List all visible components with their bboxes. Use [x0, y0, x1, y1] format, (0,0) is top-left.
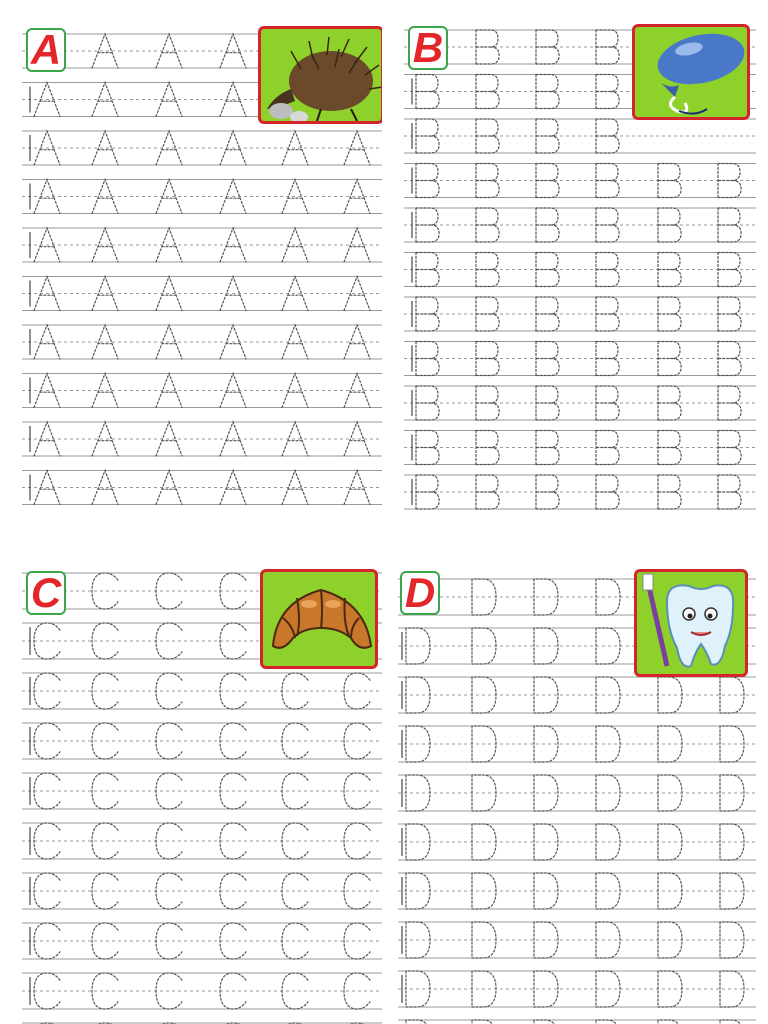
balloon-icon	[635, 27, 750, 120]
guide-glyph	[30, 873, 60, 909]
tracing-row	[22, 773, 382, 809]
echidna-icon	[261, 29, 382, 124]
trace-glyph	[534, 1020, 558, 1024]
croissant-icon	[263, 572, 378, 669]
tracing-panel-d	[398, 565, 756, 1024]
croissant-picture	[260, 569, 378, 669]
tracing-row	[398, 922, 756, 958]
echidna-picture	[258, 26, 382, 124]
guide-glyph	[30, 773, 60, 809]
tracing-row	[22, 973, 382, 1009]
tracing-row	[22, 228, 382, 262]
tracing-row	[398, 677, 756, 713]
badge-letter: B	[412, 24, 444, 71]
guide-glyph	[30, 973, 60, 1009]
tracing-row	[22, 180, 382, 214]
badge-letter: D	[404, 569, 436, 616]
trace-glyph	[658, 1020, 682, 1024]
badge-letter: A	[30, 26, 62, 73]
tracing-row	[22, 471, 382, 505]
balloon-picture	[632, 24, 750, 120]
tracing-row	[404, 164, 756, 198]
tooth-icon	[637, 572, 748, 677]
guide-glyph	[30, 723, 60, 759]
tracing-row	[404, 475, 756, 509]
tracing-row	[398, 824, 756, 860]
guide-glyph	[30, 673, 60, 709]
tracing-row	[398, 726, 756, 762]
tracing-row	[398, 971, 756, 1007]
tracing-row	[22, 374, 382, 408]
guide-glyph	[30, 923, 60, 959]
tracing-row	[22, 923, 382, 959]
tracing-row	[404, 431, 756, 465]
letter-badge-d	[400, 571, 440, 615]
badge-letter: C	[30, 569, 62, 616]
tooth-picture	[634, 569, 748, 677]
tracing-row	[22, 823, 382, 859]
guide-glyph	[402, 1020, 430, 1024]
tracing-row	[398, 873, 756, 909]
tracing-row	[404, 208, 756, 242]
tracing-row	[404, 342, 756, 376]
tracing-row	[404, 119, 756, 153]
trace-glyph	[472, 1020, 496, 1024]
trace-glyph	[596, 1020, 620, 1024]
tracing-panel-a	[22, 22, 382, 512]
guide-glyph	[30, 823, 60, 859]
trace-glyph	[720, 1020, 744, 1024]
tracing-row	[22, 873, 382, 909]
tracing-row	[22, 325, 382, 359]
guide-glyph	[30, 623, 60, 659]
tracing-row	[22, 723, 382, 759]
tracing-row	[398, 775, 756, 811]
tracing-panel-c	[22, 565, 382, 1024]
letter-badge-b	[408, 26, 448, 70]
tracing-row	[404, 253, 756, 287]
letter-badge-c	[26, 571, 66, 615]
tracing-panel-b	[404, 22, 756, 516]
tracing-row	[404, 297, 756, 331]
tracing-row	[22, 131, 382, 165]
tracing-row	[398, 1020, 756, 1024]
tracing-row	[22, 277, 382, 311]
tracing-row	[404, 386, 756, 420]
tracing-row	[22, 673, 382, 709]
tracing-row	[22, 422, 382, 456]
letter-badge-a	[26, 28, 66, 72]
